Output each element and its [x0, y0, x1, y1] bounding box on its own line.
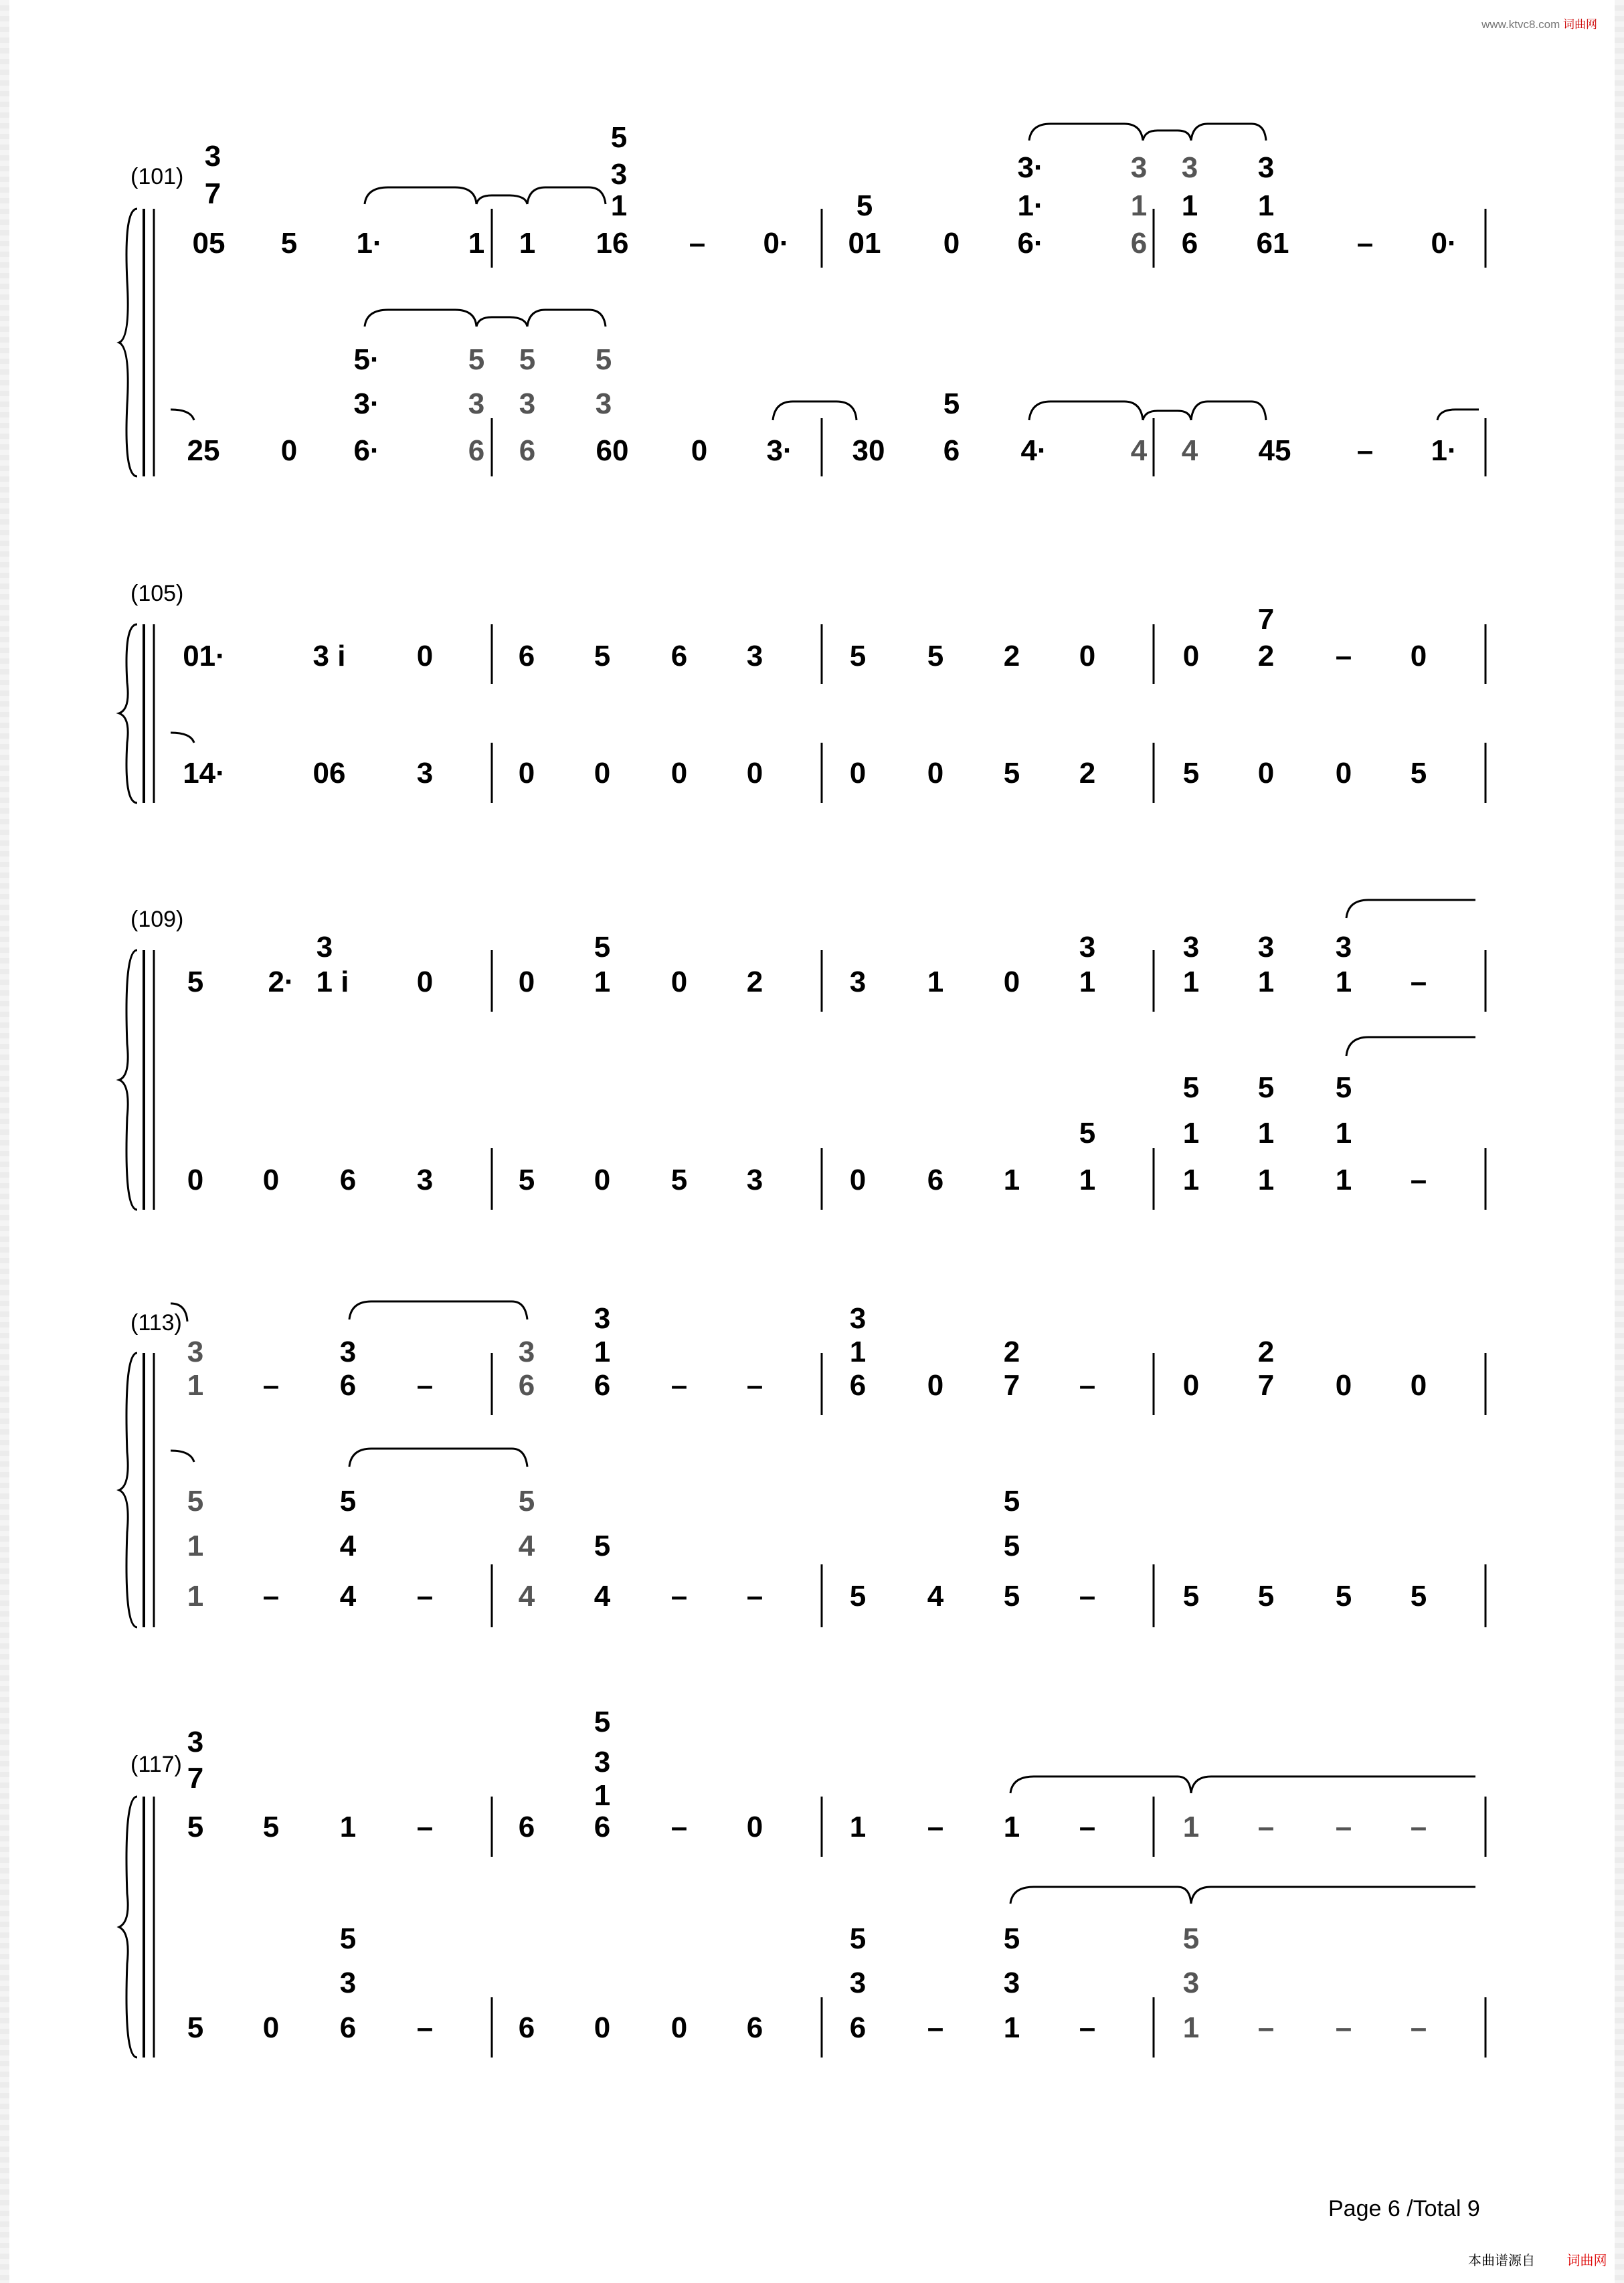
svg-text:3: 3: [594, 1302, 611, 1335]
svg-text:6: 6: [594, 1369, 611, 1402]
svg-text:0: 0: [416, 640, 434, 672]
svg-text:0: 0: [943, 227, 960, 260]
system-4-notes: [187, 1302, 1427, 1613]
svg-text:3·: 3·: [766, 434, 793, 467]
svg-text:4: 4: [518, 1580, 535, 1613]
measure-number-109: (109): [130, 907, 184, 932]
svg-text:–: –: [1257, 2011, 1275, 2044]
svg-text:4·: 4·: [1020, 434, 1047, 467]
svg-text:1: 1: [1182, 1164, 1200, 1196]
svg-text:1: 1: [594, 1336, 611, 1368]
svg-text:–: –: [1257, 1811, 1275, 1843]
svg-text:7: 7: [1257, 603, 1275, 636]
svg-text:5: 5: [1182, 757, 1200, 790]
svg-text:1: 1: [1182, 1811, 1200, 1843]
svg-text:1: 1: [1182, 1117, 1200, 1150]
svg-text:1: 1: [1335, 1117, 1352, 1150]
system-braces: [119, 209, 137, 2058]
svg-text:7: 7: [187, 1762, 204, 1795]
svg-text:1·: 1·: [1431, 434, 1457, 467]
svg-text:4: 4: [1181, 434, 1198, 467]
svg-text:0: 0: [518, 966, 535, 998]
svg-text:5: 5: [1257, 1580, 1275, 1613]
svg-text:3: 3: [594, 1746, 611, 1778]
svg-text:6: 6: [927, 1164, 944, 1196]
svg-text:3: 3: [187, 1726, 204, 1758]
svg-text:5: 5: [187, 1811, 204, 1843]
svg-text:5: 5: [595, 343, 612, 376]
svg-text:14·: 14·: [183, 757, 225, 790]
svg-text:–: –: [1335, 2011, 1352, 2044]
svg-text:05: 05: [192, 227, 225, 260]
measure-number-105: (105): [130, 581, 184, 606]
svg-text:6: 6: [518, 1369, 535, 1402]
svg-text:3: 3: [1182, 1967, 1200, 1999]
svg-text:–: –: [416, 1811, 434, 1843]
svg-text:5: 5: [1003, 1922, 1020, 1955]
measure-number-113: (113): [130, 1310, 182, 1336]
svg-text:5: 5: [1182, 1922, 1200, 1955]
svg-text:1: 1: [339, 1811, 357, 1843]
svg-text:6: 6: [849, 2011, 867, 2044]
svg-text:1·: 1·: [1017, 189, 1044, 222]
measure-number-101: (101): [130, 164, 184, 189]
svg-text:0: 0: [746, 757, 763, 790]
svg-text:2: 2: [1003, 640, 1020, 672]
svg-text:3: 3: [416, 757, 434, 790]
svg-text:3: 3: [518, 1336, 535, 1368]
svg-text:–: –: [1079, 1580, 1096, 1613]
svg-text:4: 4: [339, 1580, 357, 1613]
svg-text:3: 3: [849, 966, 867, 998]
svg-text:3: 3: [746, 640, 763, 672]
svg-text:60: 60: [596, 434, 629, 467]
svg-text:5: 5: [1003, 757, 1020, 790]
svg-text:5: 5: [1003, 1485, 1020, 1518]
svg-text:4: 4: [594, 1580, 611, 1613]
svg-text:0: 0: [262, 2011, 280, 2044]
svg-text:0: 0: [670, 757, 688, 790]
svg-text:5: 5: [1335, 1580, 1352, 1613]
svg-text:3: 3: [1257, 151, 1275, 184]
svg-text:5: 5: [670, 1164, 688, 1196]
svg-text:5: 5: [1079, 1117, 1096, 1150]
svg-text:1: 1: [1130, 189, 1148, 222]
system-3-notes: [187, 931, 1427, 1196]
svg-text:3: 3: [339, 1336, 357, 1368]
svg-text:1: 1: [1335, 966, 1352, 998]
svg-text:0: 0: [1182, 1369, 1200, 1402]
svg-text:2: 2: [1003, 1336, 1020, 1368]
svg-text:1: 1: [1181, 189, 1198, 222]
svg-text:5: 5: [1257, 1071, 1275, 1104]
system-1-treble-notes: [193, 121, 1457, 260]
source-label: 本曲谱源自: [1468, 2254, 1535, 2268]
svg-text:6: 6: [1130, 227, 1148, 260]
svg-text:0: 0: [1335, 757, 1352, 790]
svg-text:3: 3: [339, 1967, 357, 1999]
svg-text:5: 5: [518, 1164, 535, 1196]
svg-text:6: 6: [468, 434, 485, 467]
svg-text:2: 2: [1079, 757, 1096, 790]
svg-text:5: 5: [187, 2011, 204, 2044]
svg-text:–: –: [1079, 1811, 1096, 1843]
svg-text:3: 3: [849, 1967, 867, 1999]
svg-text:6: 6: [594, 1811, 611, 1843]
svg-text:0: 0: [670, 2011, 688, 2044]
svg-text:2: 2: [1257, 640, 1275, 672]
svg-text:5: 5: [1335, 1071, 1352, 1104]
svg-text:0: 0: [927, 757, 944, 790]
svg-text:1: 1: [594, 1779, 611, 1812]
svg-text:1: 1: [1003, 1811, 1020, 1843]
svg-text:3: 3: [519, 387, 536, 420]
svg-text:3: 3: [468, 387, 485, 420]
svg-text:4: 4: [518, 1530, 535, 1562]
svg-text:–: –: [1410, 2011, 1427, 2044]
svg-text:1: 1: [849, 1336, 867, 1368]
svg-text:5: 5: [519, 343, 536, 376]
svg-text:–: –: [670, 1580, 688, 1613]
svg-text:3: 3: [316, 931, 333, 964]
svg-text:61: 61: [1256, 227, 1289, 260]
svg-text:3: 3: [1182, 931, 1200, 964]
svg-text:5: 5: [187, 1485, 204, 1518]
svg-text:5: 5: [856, 189, 873, 222]
svg-text:0: 0: [1182, 640, 1200, 672]
svg-text:3: 3: [1257, 931, 1275, 964]
svg-text:6: 6: [1181, 227, 1198, 260]
svg-text:3·: 3·: [1017, 151, 1044, 184]
svg-text:1: 1: [610, 189, 628, 222]
svg-text:0: 0: [1335, 1369, 1352, 1402]
svg-text:0: 0: [594, 2011, 611, 2044]
svg-text:5: 5: [1182, 1071, 1200, 1104]
svg-text:–: –: [416, 1369, 434, 1402]
svg-text:5: 5: [943, 387, 960, 420]
svg-text:5: 5: [1003, 1580, 1020, 1613]
svg-text:0: 0: [670, 966, 688, 998]
svg-text:5: 5: [927, 640, 944, 672]
svg-text:5: 5: [594, 1706, 611, 1738]
svg-text:1: 1: [187, 1530, 204, 1562]
svg-text:6: 6: [519, 434, 536, 467]
watermark-brand: 词曲网: [1563, 18, 1597, 31]
svg-text:5: 5: [262, 1811, 280, 1843]
svg-text:1: 1: [468, 227, 485, 260]
svg-text:7: 7: [204, 177, 221, 210]
svg-text:5: 5: [518, 1485, 535, 1518]
svg-text:–: –: [1410, 966, 1427, 998]
svg-text:06: 06: [312, 757, 346, 790]
svg-text:5: 5: [610, 121, 628, 154]
svg-text:3: 3: [1181, 151, 1198, 184]
svg-text:–: –: [262, 1580, 280, 1613]
svg-text:01·: 01·: [183, 640, 225, 672]
svg-text:3: 3: [595, 387, 612, 420]
svg-text:1: 1: [1335, 1164, 1352, 1196]
svg-text:0: 0: [594, 757, 611, 790]
svg-text:1: 1: [1079, 1164, 1096, 1196]
svg-text:–: –: [670, 1369, 688, 1402]
svg-text:0: 0: [416, 966, 434, 998]
svg-text:–: –: [927, 2011, 944, 2044]
svg-text:7: 7: [1257, 1369, 1275, 1402]
svg-text:1: 1: [1182, 966, 1200, 998]
svg-text:0: 0: [849, 1164, 867, 1196]
svg-text:4: 4: [1130, 434, 1148, 467]
svg-text:45: 45: [1258, 434, 1291, 467]
svg-text:6·: 6·: [353, 434, 380, 467]
svg-text:0: 0: [1079, 640, 1096, 672]
svg-text:5: 5: [280, 227, 298, 260]
svg-text:6: 6: [518, 640, 535, 672]
svg-text:0: 0: [187, 1164, 204, 1196]
source-brand: 词曲网: [1566, 2254, 1607, 2268]
svg-text:3: 3: [849, 1302, 867, 1335]
svg-text:3 i: 3 i: [312, 640, 346, 672]
svg-text:–: –: [689, 227, 706, 260]
svg-text:25: 25: [187, 434, 220, 467]
svg-text:1: 1: [849, 1811, 867, 1843]
svg-text:5: 5: [468, 343, 485, 376]
svg-text:–: –: [746, 1369, 763, 1402]
svg-text:0: 0: [262, 1164, 280, 1196]
svg-text:30: 30: [852, 434, 885, 467]
svg-text:6·: 6·: [1017, 227, 1044, 260]
svg-text:6: 6: [849, 1369, 867, 1402]
svg-text:2·: 2·: [268, 966, 294, 998]
svg-text:0: 0: [746, 1811, 763, 1843]
svg-text:0: 0: [1410, 640, 1427, 672]
svg-text:0: 0: [927, 1369, 944, 1402]
svg-text:6: 6: [339, 1369, 357, 1402]
svg-text:5: 5: [849, 1922, 867, 1955]
svg-text:3: 3: [416, 1164, 434, 1196]
svg-text:1·: 1·: [356, 227, 383, 260]
svg-text:1: 1: [519, 227, 536, 260]
svg-text:7: 7: [1003, 1369, 1020, 1402]
svg-text:0: 0: [1410, 1369, 1427, 1402]
svg-text:3: 3: [1003, 1967, 1020, 1999]
svg-text:0: 0: [1003, 966, 1020, 998]
svg-text:1: 1: [1003, 1164, 1020, 1196]
svg-text:1: 1: [594, 966, 611, 998]
svg-text:2: 2: [1257, 1336, 1275, 1368]
bar-lines: [144, 209, 1485, 2058]
page-number: Page 6 /Total 9: [1328, 2196, 1480, 2221]
svg-text:5: 5: [849, 1580, 867, 1613]
svg-text:0: 0: [518, 757, 535, 790]
svg-text:6: 6: [518, 2011, 535, 2044]
svg-text:–: –: [262, 1369, 280, 1402]
svg-text:1: 1: [1257, 1117, 1275, 1150]
svg-text:5: 5: [594, 1530, 611, 1562]
svg-text:–: –: [1079, 1369, 1096, 1402]
svg-text:6: 6: [518, 1811, 535, 1843]
svg-text:–: –: [1410, 1164, 1427, 1196]
svg-text:3: 3: [1079, 931, 1096, 964]
system-2-notes: [183, 603, 1427, 790]
svg-text:3: 3: [187, 1336, 204, 1368]
svg-text:1: 1: [1257, 189, 1275, 222]
svg-text:5: 5: [339, 1485, 357, 1518]
svg-text:01: 01: [848, 227, 881, 260]
svg-text:1: 1: [1257, 1164, 1275, 1196]
svg-text:6: 6: [339, 2011, 357, 2044]
svg-text:5: 5: [594, 640, 611, 672]
svg-text:–: –: [1335, 640, 1352, 672]
svg-text:4: 4: [339, 1530, 357, 1562]
svg-text:0: 0: [280, 434, 298, 467]
svg-text:1: 1: [1257, 966, 1275, 998]
svg-text:1 i: 1 i: [316, 966, 349, 998]
svg-text:3: 3: [1130, 151, 1148, 184]
svg-text:0: 0: [1257, 757, 1275, 790]
svg-text:4: 4: [927, 1580, 944, 1613]
svg-text:1: 1: [927, 966, 944, 998]
svg-text:5: 5: [849, 640, 867, 672]
svg-text:–: –: [1335, 1811, 1352, 1843]
svg-text:5: 5: [1182, 1580, 1200, 1613]
svg-text:6: 6: [670, 640, 688, 672]
svg-text:1: 1: [187, 1369, 204, 1402]
svg-text:3: 3: [610, 158, 628, 191]
svg-text:1: 1: [1182, 2011, 1200, 2044]
svg-text:0: 0: [594, 1164, 611, 1196]
svg-text:16: 16: [596, 227, 629, 260]
svg-text:5·: 5·: [353, 343, 380, 376]
svg-text:1: 1: [1079, 966, 1096, 998]
svg-text:3·: 3·: [353, 387, 380, 420]
svg-text:1: 1: [187, 1580, 204, 1613]
svg-text:2: 2: [746, 966, 763, 998]
svg-text:–: –: [1356, 227, 1374, 260]
svg-text:–: –: [746, 1580, 763, 1613]
svg-text:5: 5: [1003, 1530, 1020, 1562]
svg-text:5: 5: [1410, 1580, 1427, 1613]
svg-text:6: 6: [746, 2011, 763, 2044]
svg-text:–: –: [927, 1811, 944, 1843]
svg-text:–: –: [416, 1580, 434, 1613]
svg-text:3: 3: [204, 140, 221, 173]
watermark-site: www.ktvc8.com: [1481, 18, 1560, 31]
measure-numbers: [130, 164, 183, 1777]
svg-text:–: –: [1410, 1811, 1427, 1843]
svg-text:1: 1: [1003, 2011, 1020, 2044]
svg-text:–: –: [416, 2011, 434, 2044]
svg-text:6: 6: [943, 434, 960, 467]
svg-text:3: 3: [746, 1164, 763, 1196]
svg-text:5: 5: [1410, 757, 1427, 790]
svg-text:5: 5: [339, 1922, 357, 1955]
svg-text:5: 5: [594, 931, 611, 964]
svg-text:–: –: [1356, 434, 1374, 467]
svg-text:0·: 0·: [763, 227, 790, 260]
svg-text:–: –: [1079, 2011, 1096, 2044]
source-credit: [1468, 2250, 1607, 2269]
svg-text:5: 5: [187, 966, 204, 998]
svg-text:0: 0: [849, 757, 867, 790]
svg-text:0·: 0·: [1431, 227, 1457, 260]
measure-number-117: (117): [130, 1752, 182, 1777]
svg-text:0: 0: [691, 434, 708, 467]
svg-text:–: –: [670, 1811, 688, 1843]
system-5-notes: [187, 1706, 1427, 2044]
svg-text:3: 3: [1335, 931, 1352, 964]
svg-text:6: 6: [339, 1164, 357, 1196]
